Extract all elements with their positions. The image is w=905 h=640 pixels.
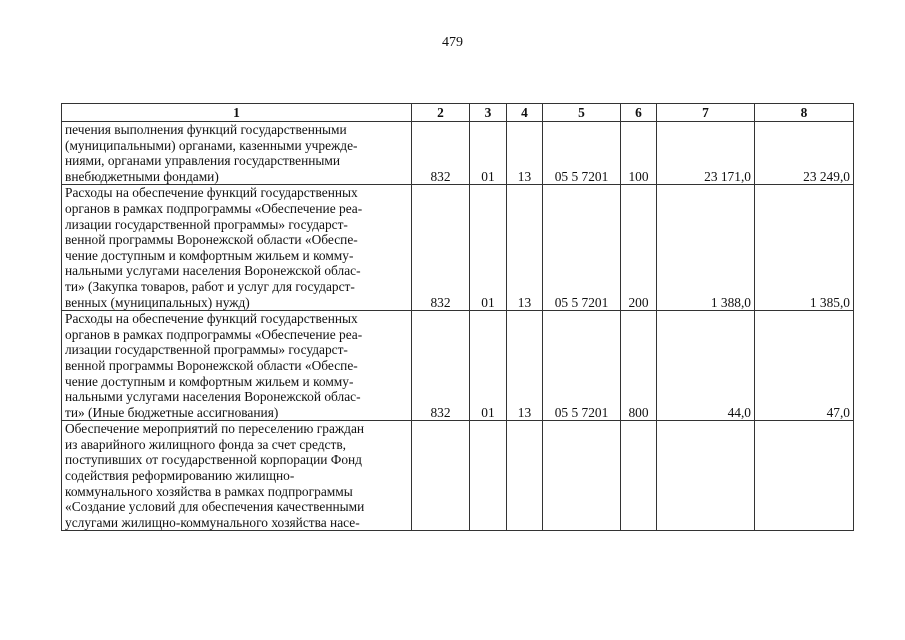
description-line: венной программы Воронежской области «Обеспе-: [65, 232, 358, 248]
description-line: «Создание условий для обеспечения качественными: [65, 499, 365, 515]
table-row: [62, 122, 854, 185]
description-line: лизации государственной программы» государст-: [65, 216, 348, 232]
description-line: чение доступным и комфортным жильем и комму-: [65, 373, 354, 389]
description-line: услугами жилищно-коммунального хозяйства насе-: [65, 514, 360, 530]
description-line: поступивших от государственной корпорации Фонд: [65, 452, 362, 468]
page-number: 479: [442, 35, 463, 50]
cell-expense-type: [621, 421, 657, 531]
description-line: органов в рамках подпрограммы «Обеспечение реа-: [65, 326, 363, 342]
description-line: содействия реформированию жилищно-: [65, 468, 295, 484]
row-description: [62, 122, 412, 185]
description-line: Расходы на обеспечение функций государственных: [65, 185, 358, 201]
row-description: [62, 311, 412, 421]
cell-target-article: [543, 421, 621, 531]
cell-target-article: 05 5 7201: [543, 122, 621, 185]
header-row: [62, 104, 854, 122]
header-col-2: 2: [412, 104, 470, 122]
cell-subsection: 13: [507, 311, 543, 421]
table-row: [62, 185, 854, 311]
description-line: внебюджетными фондами): [65, 168, 219, 184]
budget-table: [61, 103, 854, 531]
cell-section: [470, 421, 507, 531]
row-description: [62, 185, 412, 311]
description-line: чение доступным и комфортным жильем и комму-: [65, 247, 354, 263]
description-line: Обеспечение мероприятий по переселению граждан: [65, 421, 365, 437]
cell-amount-year-2: 23 249,0: [755, 122, 854, 185]
cell-amount-year-2: 47,0: [755, 311, 854, 421]
description-line: из аварийного жилищного фонда за счет средств,: [65, 436, 347, 452]
description-line: венных (муниципальных) нужд): [65, 294, 250, 310]
cell-ministry-code: [412, 421, 470, 531]
cell-subsection: 13: [507, 185, 543, 311]
header-col-7: 7: [657, 104, 755, 122]
description-line: ти» (Иные бюджетные ассигнования): [65, 404, 279, 420]
description-line: венной программы Воронежской области «Обеспе-: [65, 357, 358, 373]
cell-ministry-code: 832: [412, 122, 470, 185]
description-line: ти» (Закупка товаров, работ и услуг для государст-: [65, 278, 355, 294]
cell-expense-type: 200: [621, 185, 657, 311]
cell-subsection: 13: [507, 122, 543, 185]
row-description: [62, 421, 412, 531]
description-line: нальными услугами населения Воронежской облас-: [65, 263, 361, 279]
header-col-8: 8: [755, 104, 854, 122]
cell-section: 01: [470, 311, 507, 421]
cell-target-article: 05 5 7201: [543, 185, 621, 311]
description-line: (муниципальными) органами, казенными учрежде-: [65, 137, 358, 153]
description-line: органов в рамках подпрограммы «Обеспечение реа-: [65, 200, 363, 216]
cell-expense-type: 800: [621, 311, 657, 421]
header-col-4: 4: [507, 104, 543, 122]
cell-amount-year-1: 1 388,0: [657, 185, 755, 311]
cell-target-article: 05 5 7201: [543, 311, 621, 421]
description-line: Расходы на обеспечение функций государственных: [65, 311, 358, 327]
cell-ministry-code: 832: [412, 311, 470, 421]
cell-amount-year-1: 23 171,0: [657, 122, 755, 185]
header-col-3: 3: [470, 104, 507, 122]
table-row: [62, 311, 854, 421]
description-line: лизации государственной программы» государст-: [65, 342, 348, 358]
description-line: нальными услугами населения Воронежской облас-: [65, 389, 361, 405]
table-row: [62, 421, 854, 531]
cell-section: 01: [470, 122, 507, 185]
cell-amount-year-1: 44,0: [657, 311, 755, 421]
header-col-6: 6: [621, 104, 657, 122]
description-line: печения выполнения функций государственными: [65, 122, 347, 137]
cell-amount-year-1: [657, 421, 755, 531]
description-line: ниями, органами управления государственными: [65, 153, 341, 169]
cell-amount-year-2: [755, 421, 854, 531]
description-line: коммунального хозяйства в рамках подпрограммы: [65, 483, 353, 499]
header-col-1: 1: [62, 104, 412, 122]
cell-section: 01: [470, 185, 507, 311]
cell-amount-year-2: 1 385,0: [755, 185, 854, 311]
cell-expense-type: 100: [621, 122, 657, 185]
cell-ministry-code: 832: [412, 185, 470, 311]
header-col-5: 5: [543, 104, 621, 122]
cell-subsection: [507, 421, 543, 531]
